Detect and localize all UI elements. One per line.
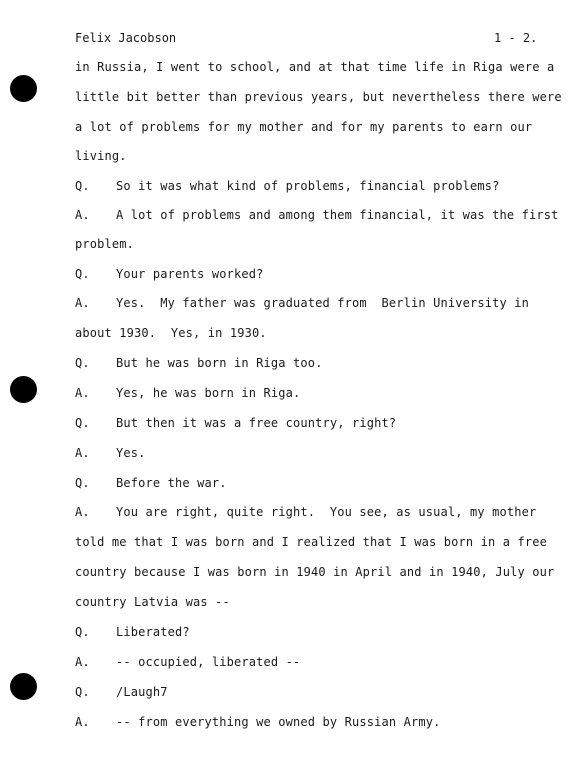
binder-hole bbox=[10, 376, 37, 403]
transcript-line bbox=[75, 476, 227, 490]
interviewee-name: Felix Jacobson bbox=[75, 31, 177, 45]
line-text: -- from everything we owned by Russian Army. bbox=[116, 715, 441, 729]
speaker-label: A. bbox=[75, 208, 90, 222]
transcript-line bbox=[75, 208, 558, 222]
speaker-label: A. bbox=[75, 715, 90, 729]
line-text: problem. bbox=[75, 237, 134, 251]
transcript-line bbox=[75, 149, 127, 163]
speaker-label: Q. bbox=[75, 625, 90, 639]
line-text: But he was born in Riga too. bbox=[116, 356, 323, 370]
line-text: Your parents worked? bbox=[116, 267, 264, 281]
transcript-line bbox=[75, 296, 529, 310]
transcript-line bbox=[75, 655, 300, 669]
binder-hole bbox=[10, 75, 37, 102]
transcript-line bbox=[75, 685, 168, 699]
line-text: country Latvia was -- bbox=[75, 595, 230, 609]
transcript-line bbox=[75, 90, 562, 104]
transcript-line bbox=[75, 595, 230, 609]
binder-hole bbox=[10, 673, 37, 700]
transcript-line bbox=[75, 237, 134, 251]
line-text: a lot of problems for my mother and for my parents to earn our bbox=[75, 120, 533, 134]
line-text: Yes. bbox=[116, 446, 146, 460]
transcript-line bbox=[75, 267, 264, 281]
line-text: in Russia, I went to school, and at that time life in Riga were a bbox=[75, 60, 555, 74]
transcript-line bbox=[75, 179, 499, 193]
line-text: A lot of problems and among them financial, it was the first bbox=[116, 208, 559, 222]
line-text: But then it was a free country, right? bbox=[116, 416, 397, 430]
speaker-label: A. bbox=[75, 505, 90, 519]
speaker-label: A. bbox=[75, 296, 90, 310]
speaker-label: Q. bbox=[75, 267, 90, 281]
speaker-label: Q. bbox=[75, 685, 90, 699]
line-text: -- occupied, liberated -- bbox=[116, 655, 301, 669]
transcript-line bbox=[75, 535, 547, 549]
transcript-line bbox=[75, 60, 554, 74]
line-text: little bit better than previous years, but nevertheless there were bbox=[75, 90, 562, 104]
transcript-line bbox=[75, 625, 190, 639]
transcript-line bbox=[75, 326, 267, 340]
speaker-label: A. bbox=[75, 446, 90, 460]
line-text: Before the war. bbox=[116, 476, 227, 490]
transcript-line bbox=[75, 565, 554, 579]
line-text: living. bbox=[75, 149, 127, 163]
line-text: told me that I was born and I realized that I was born in a free bbox=[75, 535, 547, 549]
line-text: Yes, he was born in Riga. bbox=[116, 386, 301, 400]
transcript-line bbox=[75, 386, 300, 400]
line-text: You are right, quite right. You see, as usual, my mother bbox=[116, 505, 537, 519]
transcript-line bbox=[75, 416, 396, 430]
page-number: 1 - 2. bbox=[494, 31, 538, 45]
speaker-label: A. bbox=[75, 386, 90, 400]
transcript-line bbox=[75, 356, 323, 370]
speaker-label: Q. bbox=[75, 476, 90, 490]
transcript-line bbox=[75, 446, 146, 460]
line-text: Yes. My father was graduated from Berlin University in bbox=[116, 296, 529, 310]
speaker-label: Q. bbox=[75, 179, 90, 193]
line-text: /Laugh7 bbox=[116, 685, 168, 699]
transcript-line bbox=[75, 715, 440, 729]
line-text: country because I was born in 1940 in April and in 1940, July our bbox=[75, 565, 555, 579]
line-text: So it was what kind of problems, financial problems? bbox=[116, 179, 500, 193]
line-text: Liberated? bbox=[116, 625, 190, 639]
transcript-line bbox=[75, 120, 532, 134]
speaker-label: A. bbox=[75, 655, 90, 669]
speaker-label: Q. bbox=[75, 416, 90, 430]
line-text: about 1930. Yes, in 1930. bbox=[75, 326, 267, 340]
speaker-label: Q. bbox=[75, 356, 90, 370]
transcript-line bbox=[75, 505, 536, 519]
